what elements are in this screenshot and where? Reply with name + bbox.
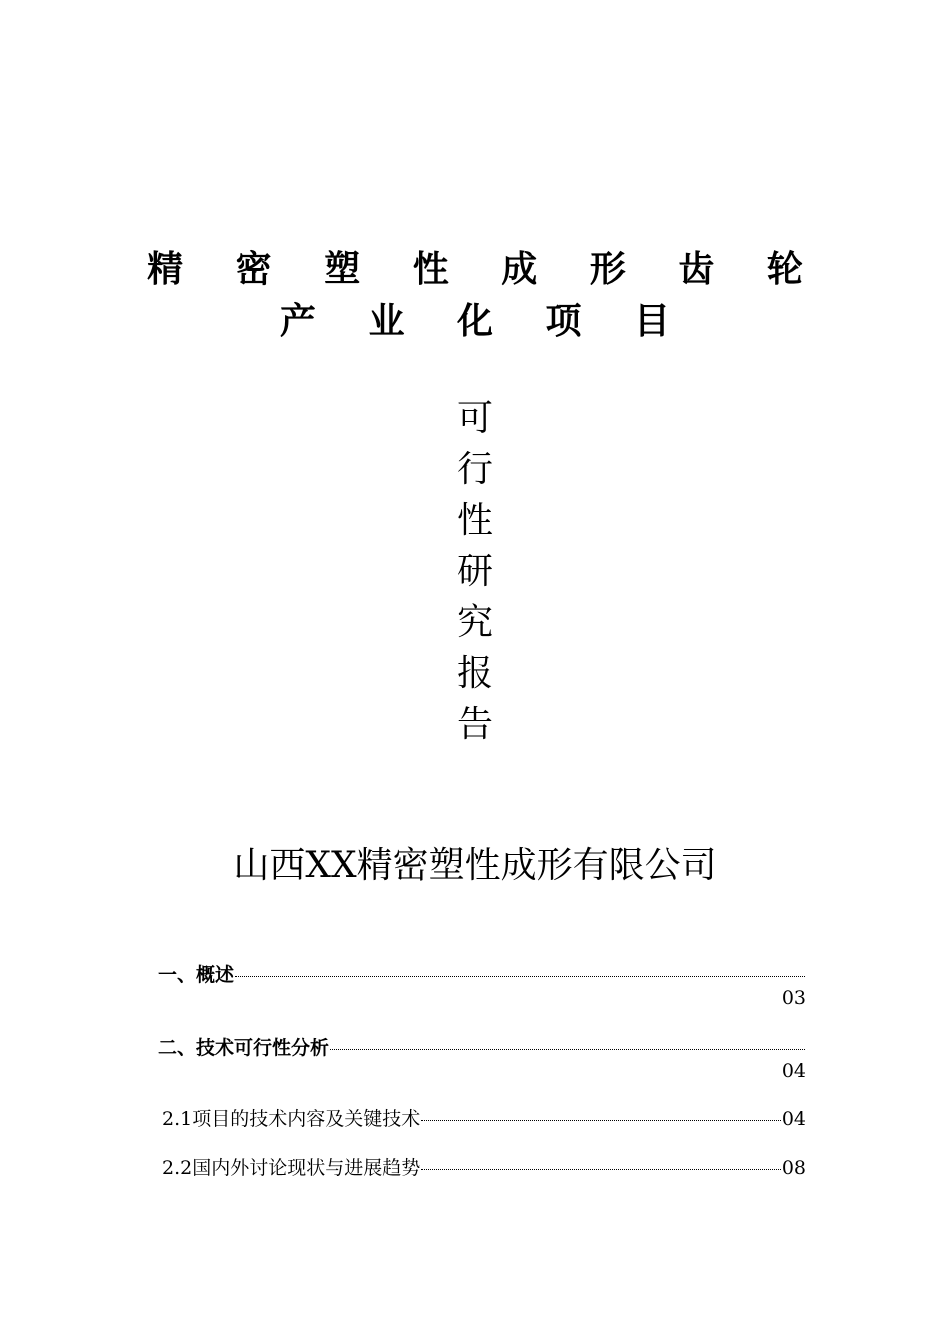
project-title-line-2: 产 业 化 项 目 bbox=[279, 301, 691, 342]
toc-entry[interactable] bbox=[158, 960, 806, 987]
report-type-char: 究 bbox=[456, 602, 493, 643]
toc-entry-label: 二、技术可行性分析 bbox=[158, 1037, 330, 1059]
report-type-vertical bbox=[452, 393, 498, 750]
toc-leader-dots bbox=[235, 976, 805, 977]
toc-entry-label: 一、概述 bbox=[158, 964, 235, 986]
toc-entry[interactable] bbox=[158, 1104, 806, 1131]
report-type-char: 可 bbox=[456, 398, 493, 439]
toc-entry-page: 04 bbox=[781, 1060, 806, 1082]
toc-leader-dots bbox=[421, 1120, 781, 1121]
toc-entry-label: 2.2国内外讨论现状与进展趋势 bbox=[162, 1157, 421, 1179]
toc-entry-label: 2.1项目的技术内容及关键技术 bbox=[162, 1108, 421, 1130]
toc-leader-dots bbox=[421, 1169, 781, 1170]
report-type-char: 告 bbox=[456, 704, 493, 745]
report-type-char: 研 bbox=[456, 551, 493, 592]
report-type-char: 报 bbox=[456, 653, 493, 694]
report-type-char: 性 bbox=[456, 500, 493, 541]
project-title-line-1: 精 密 塑 性 成 形 齿 轮 bbox=[147, 249, 823, 290]
toc-entry-page: 03 bbox=[781, 987, 806, 1009]
toc-leader-dots bbox=[330, 1049, 805, 1050]
toc-entry-page: 08 bbox=[781, 1157, 806, 1179]
toc-entry[interactable] bbox=[158, 1153, 806, 1180]
toc-entry[interactable] bbox=[158, 1033, 806, 1060]
toc-entry-page: 04 bbox=[781, 1108, 806, 1130]
report-type-char: 行 bbox=[456, 449, 493, 490]
company-name: 山西XX精密塑性成形有限公司 bbox=[233, 845, 717, 886]
